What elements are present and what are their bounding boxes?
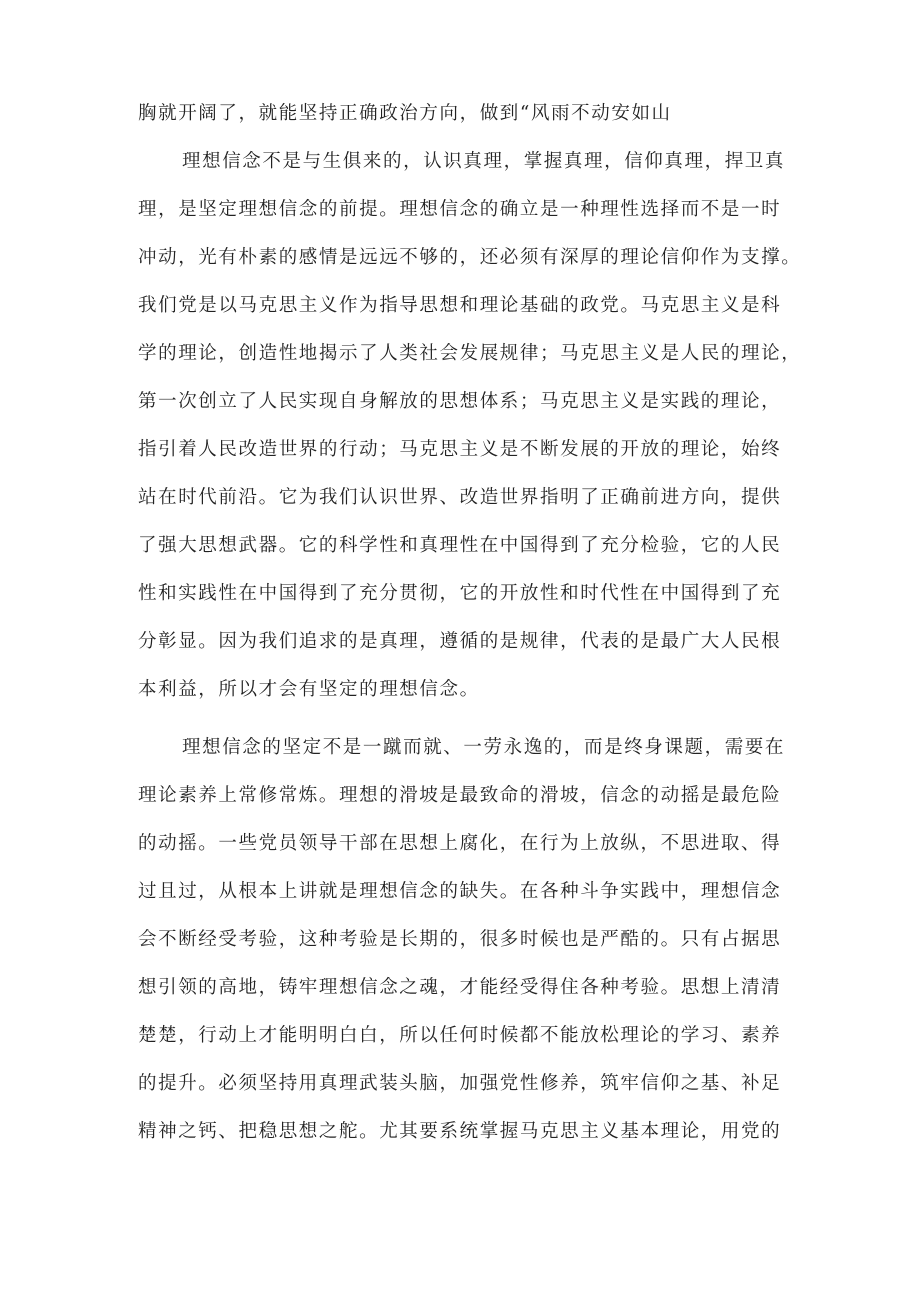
text-line: 楚楚，行动上才能明明白白，所以任何时候都不能放松理论的学习、素养 [138,1025,782,1046]
text-line: 第一次创立了人民实现自身解放的思想体系；马克思主义是实践的理论， [138,391,782,412]
text-line: 理想信念的坚定不是一蹴而就、一劳永逸的，而是终身课题，需要在 [182,737,786,758]
text-line: 会不断经受考验，这种考验是长期的，很多时候也是严酷的。只有占据思 [138,929,782,950]
text-line: 胸就开阔了，就能坚持正确政治方向，做到“风雨不动安如山 [138,103,672,124]
text-line: 指引着人民改造世界的行动；马克思主义是不断发展的开放的理论，始终 [138,439,782,460]
text-line: 本利益，所以才会有坚定的理想信念。 [138,679,480,700]
text-line: 学的理论，创造性地揭示了人类社会发展规律；马克思主义是人民的理论， [138,343,802,364]
text-line: 理，是坚定理想信念的前提。理想信念的确立是一种理性选择而不是一时 [138,199,782,220]
text-line: 我们党是以马克思主义作为指导思想和理论基础的政党。马克思主义是科 [138,295,782,316]
text-line: 过且过，从根本上讲就是理想信念的缺失。在各种斗争实践中，理想信念 [138,881,782,902]
text-line: 精神之钙、把稳思想之舵。尤其要系统掌握马克思主义基本理论，用党的 [138,1121,782,1142]
text-line: 性和实践性在中国得到了充分贯彻，它的开放性和时代性在中国得到了充 [138,583,782,604]
text-line: 分彰显。因为我们追求的是真理，遵循的是规律，代表的是最广大人民根 [138,631,782,652]
text-line: 理论素养上常修常炼。理想的滑坡是最致命的滑坡，信念的动摇是最危险 [138,785,782,806]
text-line: 冲动，光有朴素的感情是远远不够的，还必须有深厚的理论信仰作为支撑。 [138,247,802,268]
text-line: 理想信念不是与生俱来的，认识真理，掌握真理，信仰真理，捍卫真 [182,151,786,172]
text-line: 的动摇。一些党员领导干部在思想上腐化，在行为上放纵，不思进取、得 [138,833,782,854]
text-line: 的提升。必须坚持用真理武装头脑，加强党性修养，筑牢信仰之基、补足 [138,1073,782,1094]
text-line: 站在时代前沿。它为我们认识世界、改造世界指明了正确前进方向，提供 [138,487,782,508]
text-line: 想引领的高地，铸牢理想信念之魂，才能经受得住各种考验。思想上清清 [138,977,782,998]
text-line: 了强大思想武器。它的科学性和真理性在中国得到了充分检验，它的人民 [138,535,782,556]
